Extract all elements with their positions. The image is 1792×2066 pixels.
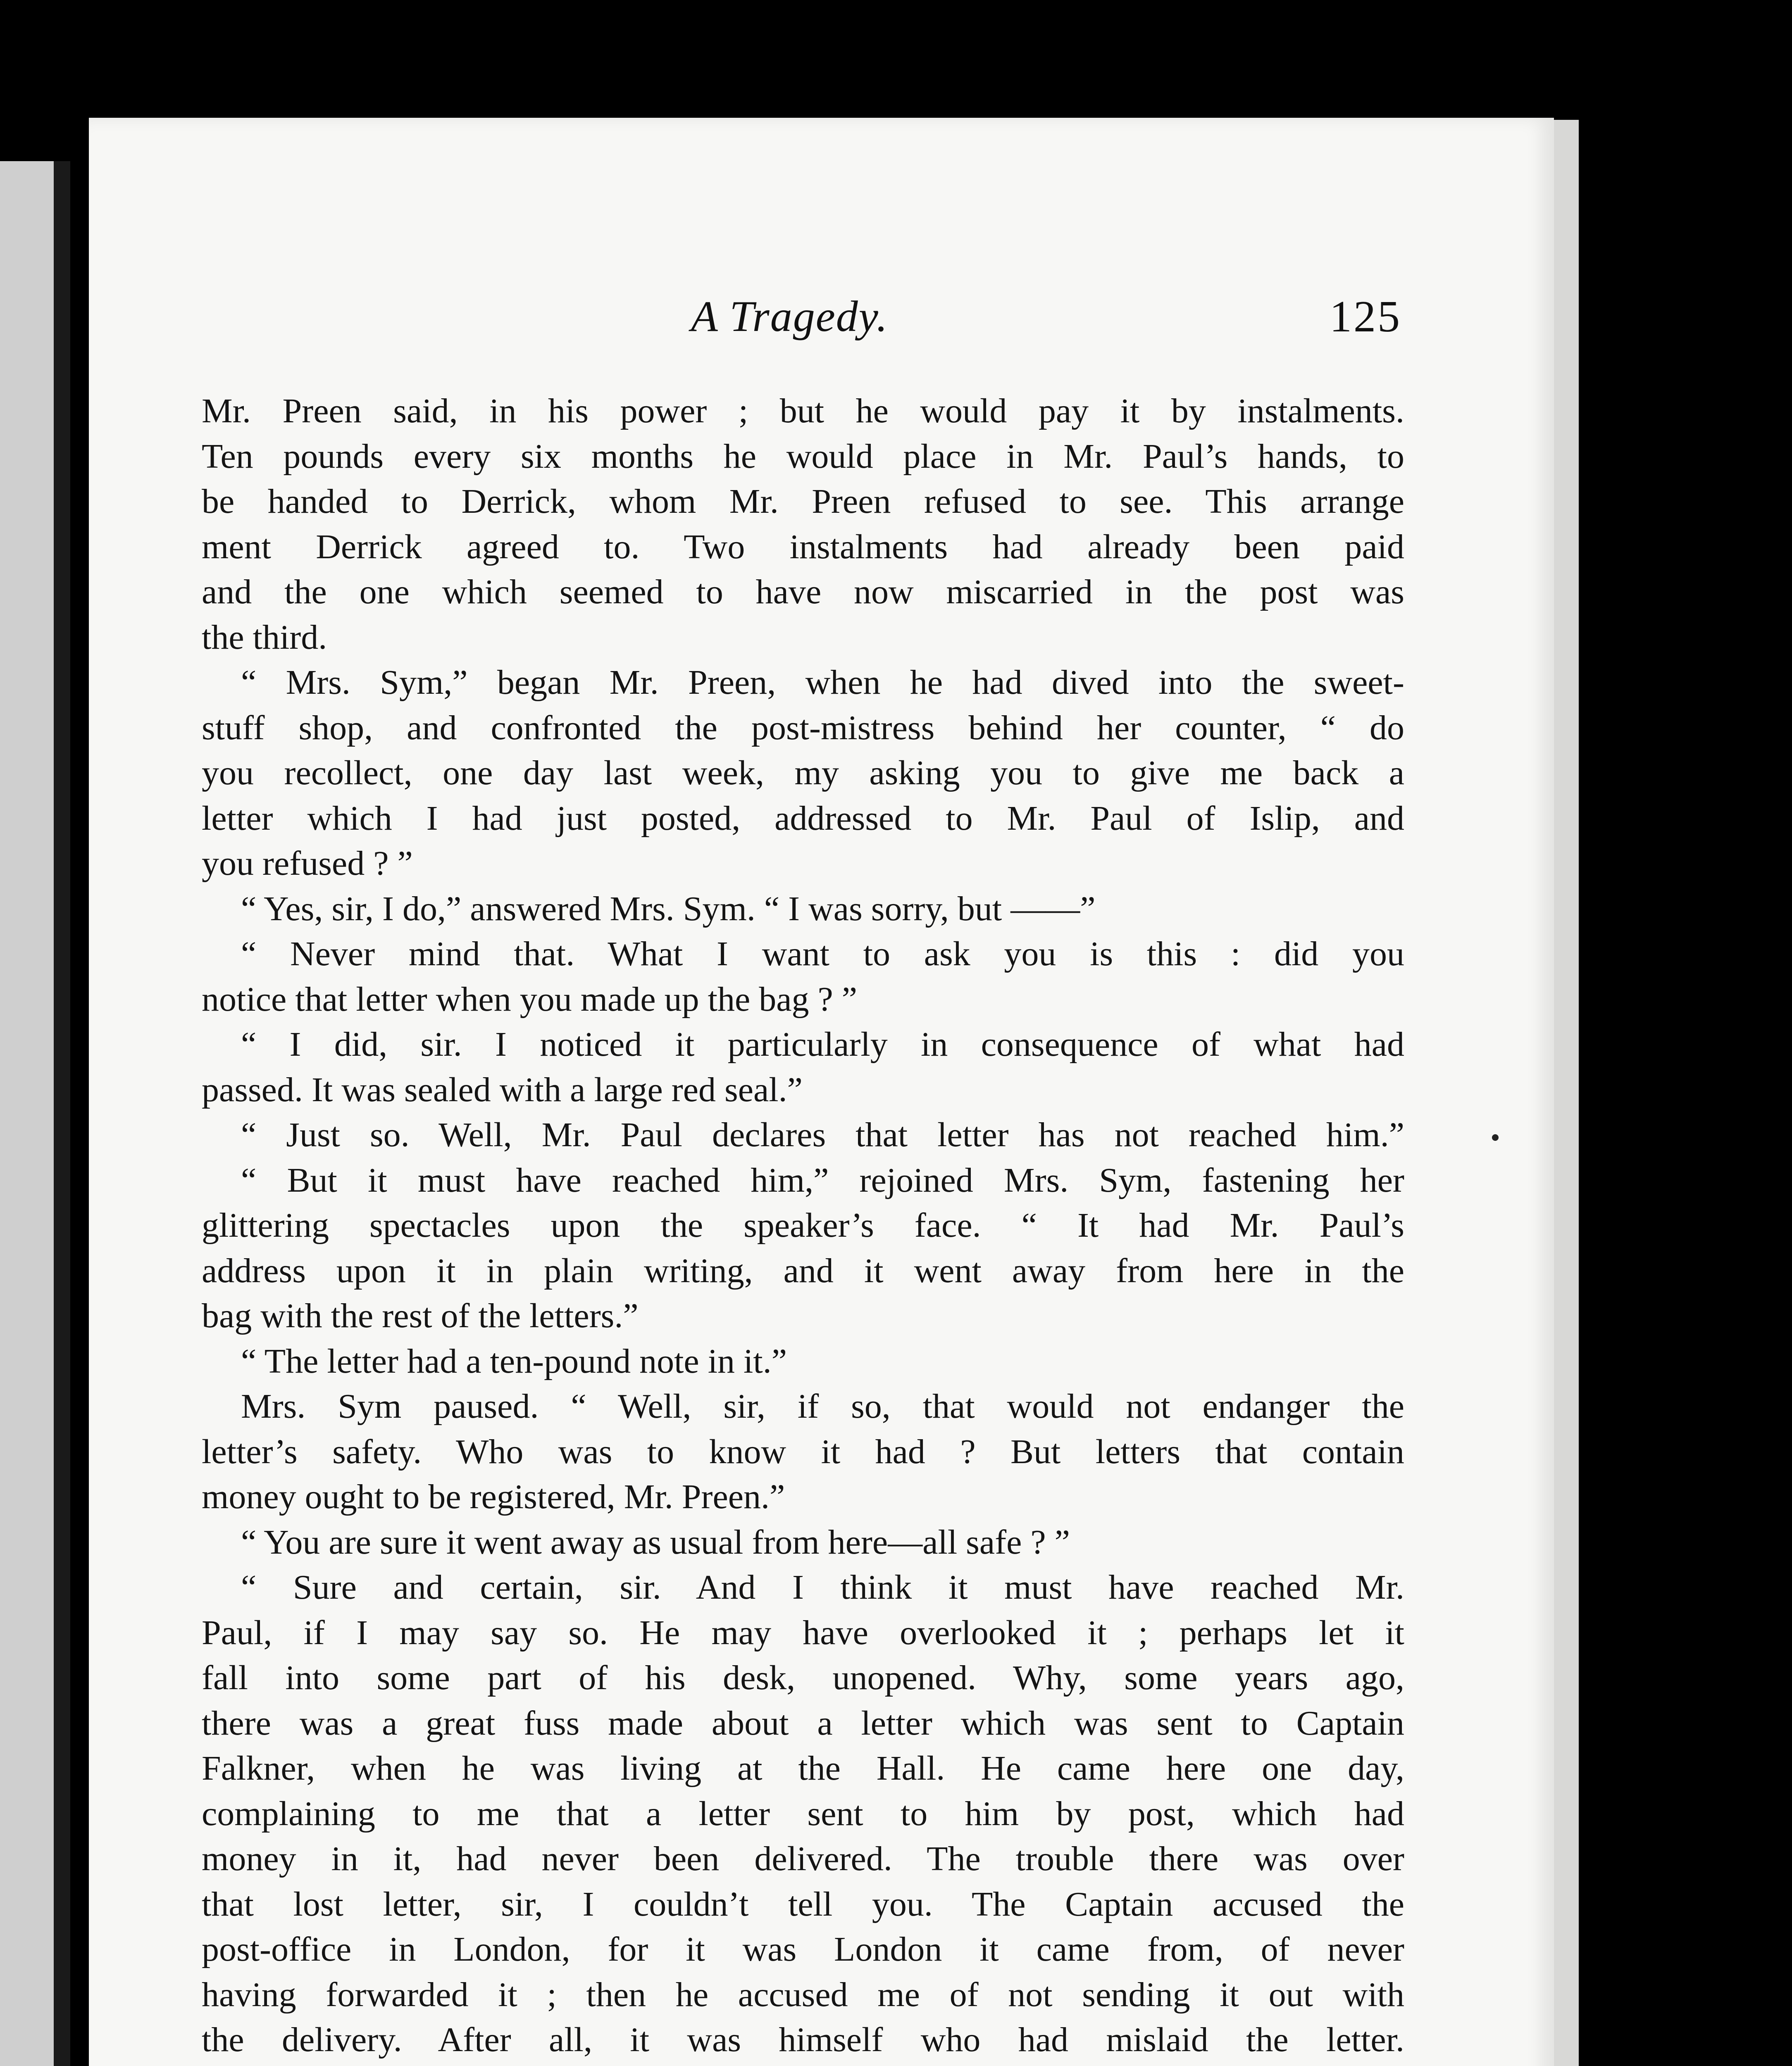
page-edge (1554, 120, 1579, 2066)
text-line: “ The letter had a ten-pound note in it.” (241, 1342, 787, 1381)
text-line: bag with the rest of the letters.” (202, 1297, 639, 1335)
text-line: complaining to me that a letter sent to him by post, which had (202, 1794, 1404, 1833)
text-line: post-office in London, for it was London it came from, of never (202, 1930, 1404, 1968)
text-line: notice that letter when you made up the bag ? ” (202, 980, 858, 1019)
text-line: glittering spectacles upon the speaker’s face. “ It had Mr. Paul’s (202, 1206, 1404, 1245)
text-line: “ Just so. Well, Mr. Paul declares that letter has not reached him.” (241, 1116, 1404, 1154)
text-line: Mrs. Sym paused. “ Well, sir, if so, that would not endanger the (241, 1387, 1404, 1426)
text-line: “ But it must have reached him,” rejoined Mrs. Sym, fastening her (241, 1161, 1404, 1200)
text-line: you recollect, one day last week, my asking you to give me back a (202, 754, 1404, 792)
text-line: passed. It was sealed with a large red seal.” (202, 1070, 803, 1109)
text-line: “ Yes, sir, I do,” answered Mrs. Sym. “ I was sorry, but ——” (241, 889, 1096, 928)
text-line: letter’s safety. Who was to know it had ? But letters that contain (202, 1432, 1404, 1471)
text-line: stuff shop, and confronted the post-mistress behind her counter, “ do (202, 708, 1404, 747)
text-line: address upon it in plain writing, and it went away from here in the (202, 1251, 1404, 1290)
text-line: having forwarded it ; then he accused me of not sending it out with (202, 1975, 1404, 2014)
text-line: Mr. Preen said, in his power ; but he would pay it by instalments. (202, 392, 1404, 430)
ink-speck (1492, 1134, 1499, 1141)
text-line: you refused ? ” (202, 844, 413, 883)
text-line: “ Sure and certain, sir. And I think it must have reached Mr. (241, 1568, 1404, 1607)
body-text (202, 388, 1404, 2066)
text-line: fall into some part of his desk, unopened. Why, some years ago, (202, 1659, 1404, 1697)
text-line: that lost letter, sir, I couldn’t tell you. The Captain accused the (202, 1885, 1404, 1923)
text-line: Ten pounds every six months he would place in Mr. Paul’s hands, to (202, 437, 1404, 476)
text-line: money in it, had never been delivered. The trouble there was over (202, 1840, 1404, 1878)
running-head: A Tragedy. (691, 292, 889, 340)
text-line: the delivery. After all, it was himself who had mislaid the letter. (202, 2021, 1404, 2059)
page-number: 125 (1330, 292, 1401, 341)
text-line: and the one which seemed to have now miscarried in the post was (202, 573, 1404, 611)
text-line: the third. (202, 618, 327, 657)
text-line: “ Mrs. Sym,” began Mr. Preen, when he had dived into the sweet- (241, 663, 1404, 702)
text-line: letter which I had just posted, addressed to Mr. Paul of Islip, and (202, 799, 1404, 838)
text-line: be handed to Derrick, whom Mr. Preen refused to see. This arrange (202, 482, 1404, 521)
text-line (202, 2063, 1404, 2066)
text-line: there was a great fuss made about a letter which was sent to Captain (202, 1704, 1404, 1742)
text-line: Paul, if I may say so. He may have overlooked it ; perhaps let it (202, 1613, 1404, 1652)
text-line: “ I did, sir. I noticed it particularly in consequence of what had (241, 1025, 1404, 1064)
text-line: money ought to be registered, Mr. Preen.” (202, 1478, 785, 1516)
text-line: Falkner, when he was living at the Hall. He came here one day, (202, 1749, 1404, 1788)
text-line: ment Derrick agreed to. Two instalments had already been paid (202, 527, 1404, 566)
text-line: “ You are sure it went away as usual from here—all safe ? ” (241, 1523, 1070, 1561)
facing-page-edge (0, 161, 70, 2066)
text-line: “ Never mind that. What I want to ask you is this : did you (241, 935, 1404, 973)
